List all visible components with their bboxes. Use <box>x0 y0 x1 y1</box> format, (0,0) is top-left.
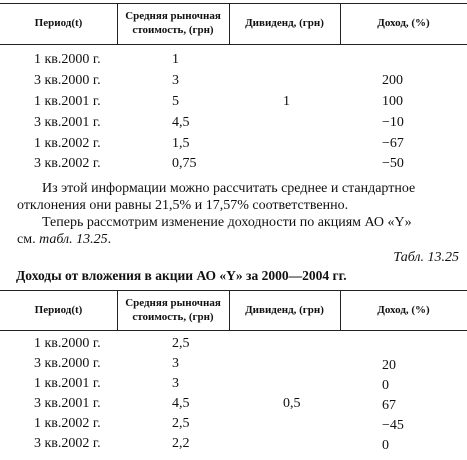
price-cell: 0,75 <box>172 156 197 171</box>
table-1-header-period: Период(t) <box>34 17 83 29</box>
paragraph-text: . <box>107 232 112 247</box>
table-2-top-rule <box>0 290 467 291</box>
period-cell: 3 кв.2002 г. <box>34 156 101 171</box>
period-cell: 3 кв.2000 г. <box>34 356 101 371</box>
income-cell: 200 <box>382 73 403 88</box>
table-1-header-price-line1: Средняя рыночная <box>125 10 221 22</box>
income-cell: 0 <box>382 438 389 453</box>
income-cell: −67 <box>382 136 404 151</box>
table-2-col-divider <box>117 290 118 330</box>
income-cell: −50 <box>382 156 404 171</box>
table-2-header-price-line2: стоимость, (грн) <box>132 311 214 323</box>
price-cell: 3 <box>172 73 179 88</box>
income-cell: 100 <box>382 94 403 109</box>
table-2-caption: Доходы от вложения в акции АО «Y» за 2000—2004 гг. <box>16 268 347 283</box>
paragraph-text: см. <box>17 232 40 247</box>
paragraph-line: Теперь рассмотрим изменение доходности по акциям АО «Y» <box>42 215 412 230</box>
table-2-header-price-line1: Средняя рыночная <box>125 297 221 309</box>
price-cell: 2,2 <box>172 436 190 451</box>
period-cell: 1 кв.2001 г. <box>34 376 101 391</box>
dividend-cell: 1 <box>283 94 290 109</box>
dividend-cell: 0,5 <box>283 396 301 411</box>
price-cell: 4,5 <box>172 396 190 411</box>
price-cell: 2,5 <box>172 336 190 351</box>
period-cell: 3 кв.2001 г. <box>34 115 101 130</box>
period-cell: 1 кв.2002 г. <box>34 136 101 151</box>
table-2-header-income: Доход, (%) <box>377 304 430 316</box>
income-cell: −10 <box>382 115 404 130</box>
table-1-top-rule <box>0 3 467 4</box>
period-cell: 1 кв.2000 г. <box>34 336 101 351</box>
table-1-header-rule <box>0 44 467 45</box>
price-cell: 3 <box>172 376 179 391</box>
price-cell: 5 <box>172 94 179 109</box>
income-cell: 20 <box>382 358 396 373</box>
price-cell: 4,5 <box>172 115 190 130</box>
income-cell: 0 <box>382 378 389 393</box>
table-2-header-period: Период(t) <box>34 304 83 316</box>
price-cell: 1,5 <box>172 136 190 151</box>
table-1-header-price-line2: стоимость, (грн) <box>132 24 214 36</box>
period-cell: 3 кв.2002 г. <box>34 436 101 451</box>
paragraph-line: отклонения они равны 21,5% и 17,57% соответственно. <box>17 198 349 213</box>
table-2-header-dividend: Дивиденд, (грн) <box>245 304 324 316</box>
income-cell: −45 <box>382 418 404 433</box>
table-1-header-dividend: Дивиденд, (грн) <box>245 17 324 29</box>
price-cell: 1 <box>172 52 179 67</box>
table-reference: табл. 13.25 <box>39 232 108 247</box>
period-cell: 3 кв.2001 г. <box>34 396 101 411</box>
table-2-header-rule <box>0 330 467 331</box>
price-cell: 3 <box>172 356 179 371</box>
period-cell: 1 кв.2001 г. <box>34 94 101 109</box>
price-cell: 2,5 <box>172 416 190 431</box>
table-label: Табл. 13.25 <box>393 250 459 265</box>
period-cell: 1 кв.2002 г. <box>34 416 101 431</box>
period-cell: 3 кв.2000 г. <box>34 73 101 88</box>
paragraph-line <box>17 231 111 248</box>
table-1-header-income: Доход, (%) <box>377 17 430 29</box>
period-cell: 1 кв.2000 г. <box>34 52 101 67</box>
income-cell: 67 <box>382 398 396 413</box>
paragraph-line: Из этой информации можно рассчитать среднее и стандартное <box>42 181 416 196</box>
